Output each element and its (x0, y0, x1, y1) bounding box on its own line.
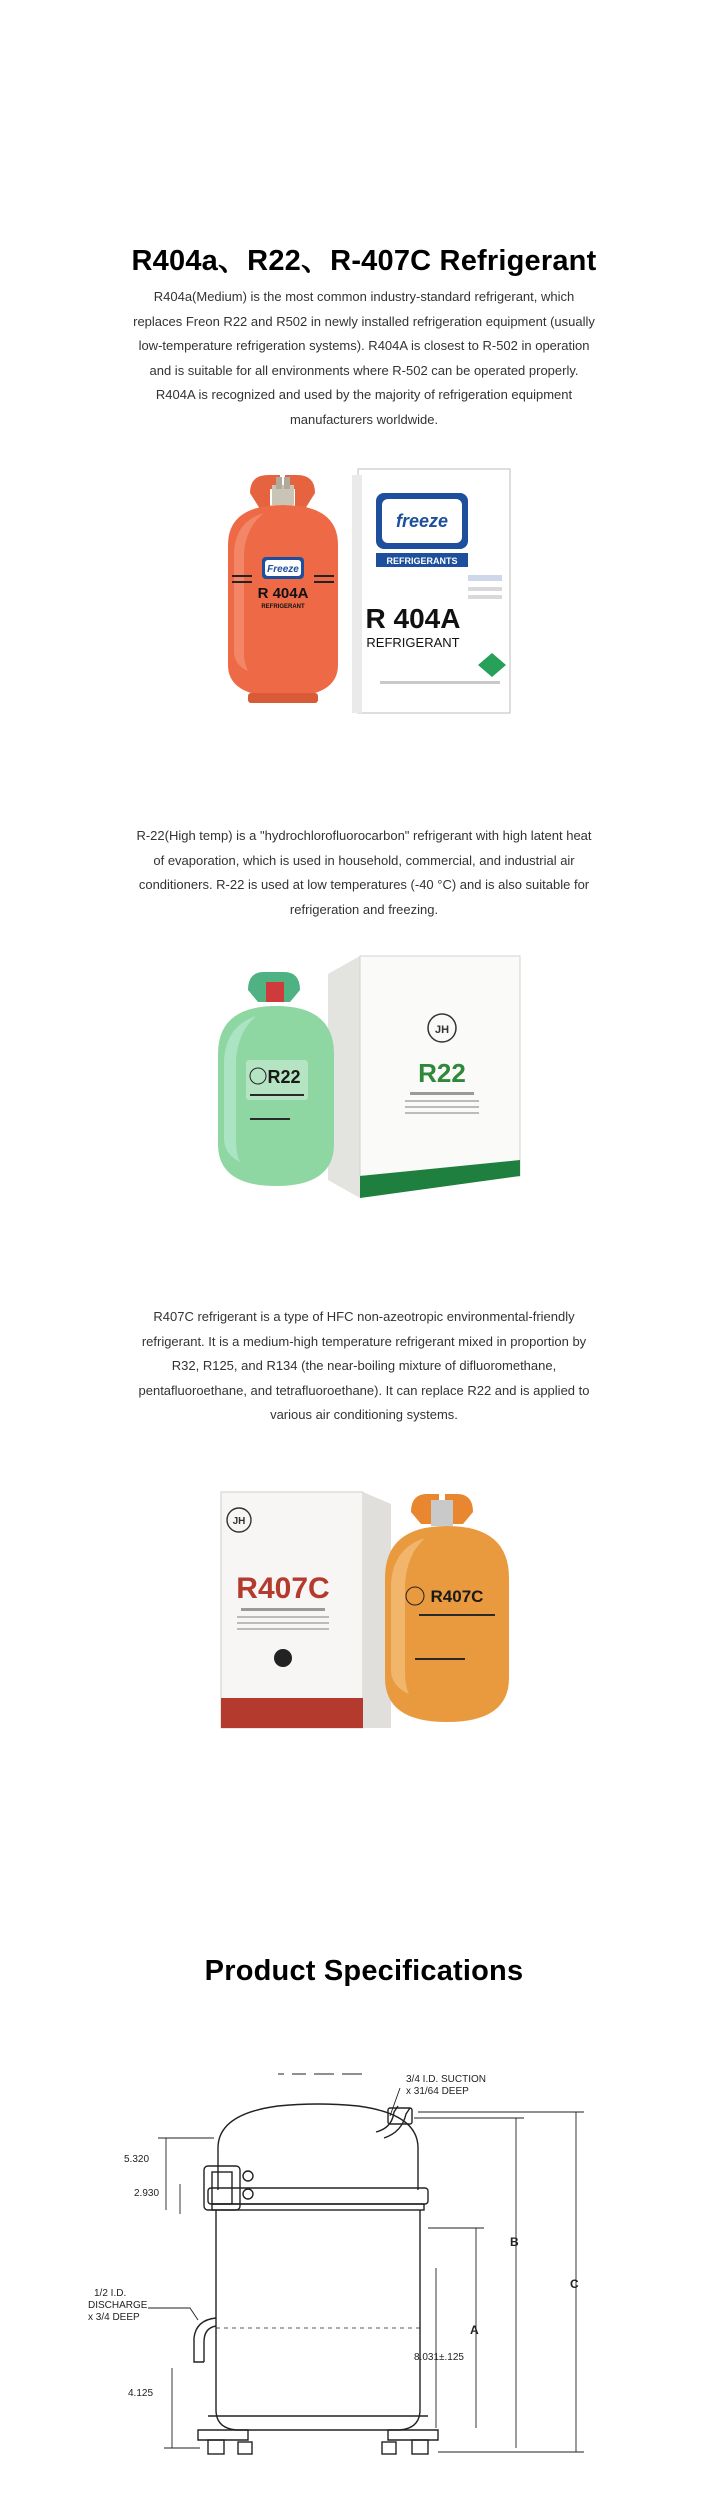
r22-cylinder-label: R22 (267, 1067, 301, 1087)
dim-8031: 8.031±.125 (414, 2352, 464, 2363)
dim-5320: 5.320 (124, 2154, 150, 2165)
r22-product-image (210, 950, 530, 1212)
compressor-dimension-drawing (88, 2068, 628, 2498)
specs-title: Product Specifications (204, 1955, 524, 1987)
box-brand: freeze (395, 511, 449, 531)
suction-note-2: x 31/64 DEEP (406, 2086, 469, 2097)
r407c-box-label: R407C (236, 1572, 330, 1605)
suction-note-1: 3/4 I.D. SUCTION (406, 2074, 487, 2085)
cylinder-product-label: R 404A (257, 585, 309, 602)
r407c-cylinder-label: R407C (430, 1587, 484, 1606)
box-product-label: R 404A (365, 603, 461, 634)
discharge-note-1: 1/2 I.D. (94, 2288, 127, 2299)
dim-2930: 2.930 (134, 2188, 160, 2199)
dim-label-a: A (470, 2323, 479, 2337)
r22-description: R-22(High temp) is a "hydrochlorofluorocarbon" refrigerant with high latent heat of evaporation, which is used in household, commercial, and industrial air conditioners. R-22 is used at low temperatures (-40 °C) and is also suitable for refrigeration and freezing. (136, 828, 592, 917)
box-product-sub: REFRIGERANT (366, 635, 460, 650)
r22-box-label: R22 (418, 1058, 466, 1088)
r407c-box-logo: JH (232, 1516, 246, 1527)
r407c-product-image (215, 1478, 525, 1740)
r22-box-logo: JH (434, 1024, 450, 1036)
dim-label-b: B (510, 2235, 519, 2249)
discharge-note-2: DISCHARGE (88, 2300, 148, 2311)
discharge-note-3: x 3/4 DEEP (88, 2312, 140, 2323)
cylinder-product-sub: REFRIGERANT (261, 604, 305, 610)
cylinder-brand: Freeze (267, 564, 299, 575)
box-brand-sub: REFRIGERANTS (386, 556, 458, 566)
r407c-description: R407C refrigerant is a type of HFC non-azeotropic environmental-friendly refrigerant. It is a medium-high temperature refrigerant mixed in proportion by R32, R125, and R134 (the near-boiling mixture of difluoromethane, pentafluoroethane, and tetrafluoroethane). It can replace R22 and is applied to various air conditioning systems. (138, 1309, 590, 1422)
r404a-product-image (210, 465, 520, 730)
r404a-description: R404a(Medium) is the most common industry-standard refrigerant, which replaces Freon R22 and R502 in newly installed refrigeration equipment (usually low-temperature refrigeration systems). R404A is closest to R-502 in operation and is suitable for all environments where R-502 can be operated properly. R404A is recognized and used by the majority of refrigeration equipment manufacturers worldwide. (133, 289, 595, 427)
dim-label-c: C (570, 2277, 579, 2291)
dim-4125: 4.125 (128, 2388, 154, 2399)
page-title: R404a、R22、R-407C Refrigerant (131, 245, 597, 277)
